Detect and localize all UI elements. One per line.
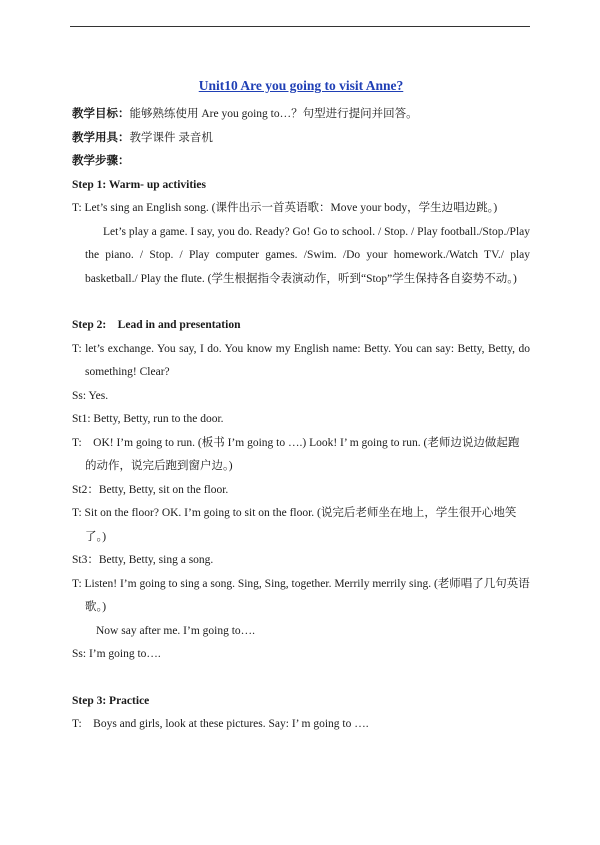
objective-label: 教学目标： <box>72 108 130 120</box>
document-body <box>72 78 530 737</box>
step2-ss-reply: Ss: I’m going to…. <box>72 648 161 660</box>
step2-line: T: Listen! I’m going to sing a song. Sing, Sing, together. Merrily merrily sing. (老师唱了几句英语歌。) <box>72 577 530 613</box>
step2-heading: Step 2: Lead in and presentation <box>72 319 241 331</box>
teaching-objective <box>72 103 530 127</box>
step2-line: St3：Betty, Betty, sing a song. <box>72 554 214 566</box>
step2-line: St1: Betty, Betty, run to the door. <box>72 413 224 425</box>
document-title[interactable]: Unit10 Are you going to visit Anne? <box>198 78 404 93</box>
step3-heading: Step 3: Practice <box>72 694 150 707</box>
header-rule <box>70 26 530 27</box>
step2-line: T: Sit on the floor? OK. I’m going to sit on the floor. (说完后老师坐在地上，学生很开心地笑了。) <box>72 507 517 543</box>
step1-heading: Step 1: Warm- up activities <box>72 178 206 191</box>
teaching-tools <box>72 127 530 151</box>
step1-song-line: T: Let’s sing an English song. (课件出示一首英语歌：Move your body，学生边唱边跳。) <box>72 202 498 214</box>
steps-label: 教学步骤： <box>72 155 130 167</box>
step2-line: T: let’s exchange. You say, I do. You know my English name: Betty. You can say: Betty, Betty, do something! Clear? <box>72 342 530 378</box>
step2-line: T: OK! I’m going to run. (板书 I’m going to ….) Look! I’ m going to run. (老师边说边做起跑的动作，说完后跑到窗户边。) <box>72 436 520 472</box>
spacer <box>72 667 530 690</box>
tools-text: 教学课件 录音机 <box>129 131 213 144</box>
step2-say-after: Now say after me. I’m going to…. <box>96 624 256 637</box>
step2-line: Ss: Yes. <box>72 389 109 402</box>
step2-line: St2：Betty, Betty, sit on the floor. <box>72 483 229 496</box>
objective-text: 能够熟练使用 Are you going to…？句型进行提问并回答。 <box>129 108 418 120</box>
spacer <box>72 291 530 314</box>
step3-line: T: Boys and girls, look at these pictures. Say: I’ m going to …. <box>72 718 369 730</box>
tools-label: 教学用具： <box>72 131 130 144</box>
step1-game-paragraph: Let’s play a game. I say, you do. Ready? Go! Go to school. / Stop. / Play football./Stop./Play the piano. / Stop. / Play computer games. /Swim. /Do your homework./Watch TV./ play basketball./ Play the flute. (学生根据指令表演动作，听到“Stop”学生保持各自姿势不动。) <box>85 225 530 285</box>
